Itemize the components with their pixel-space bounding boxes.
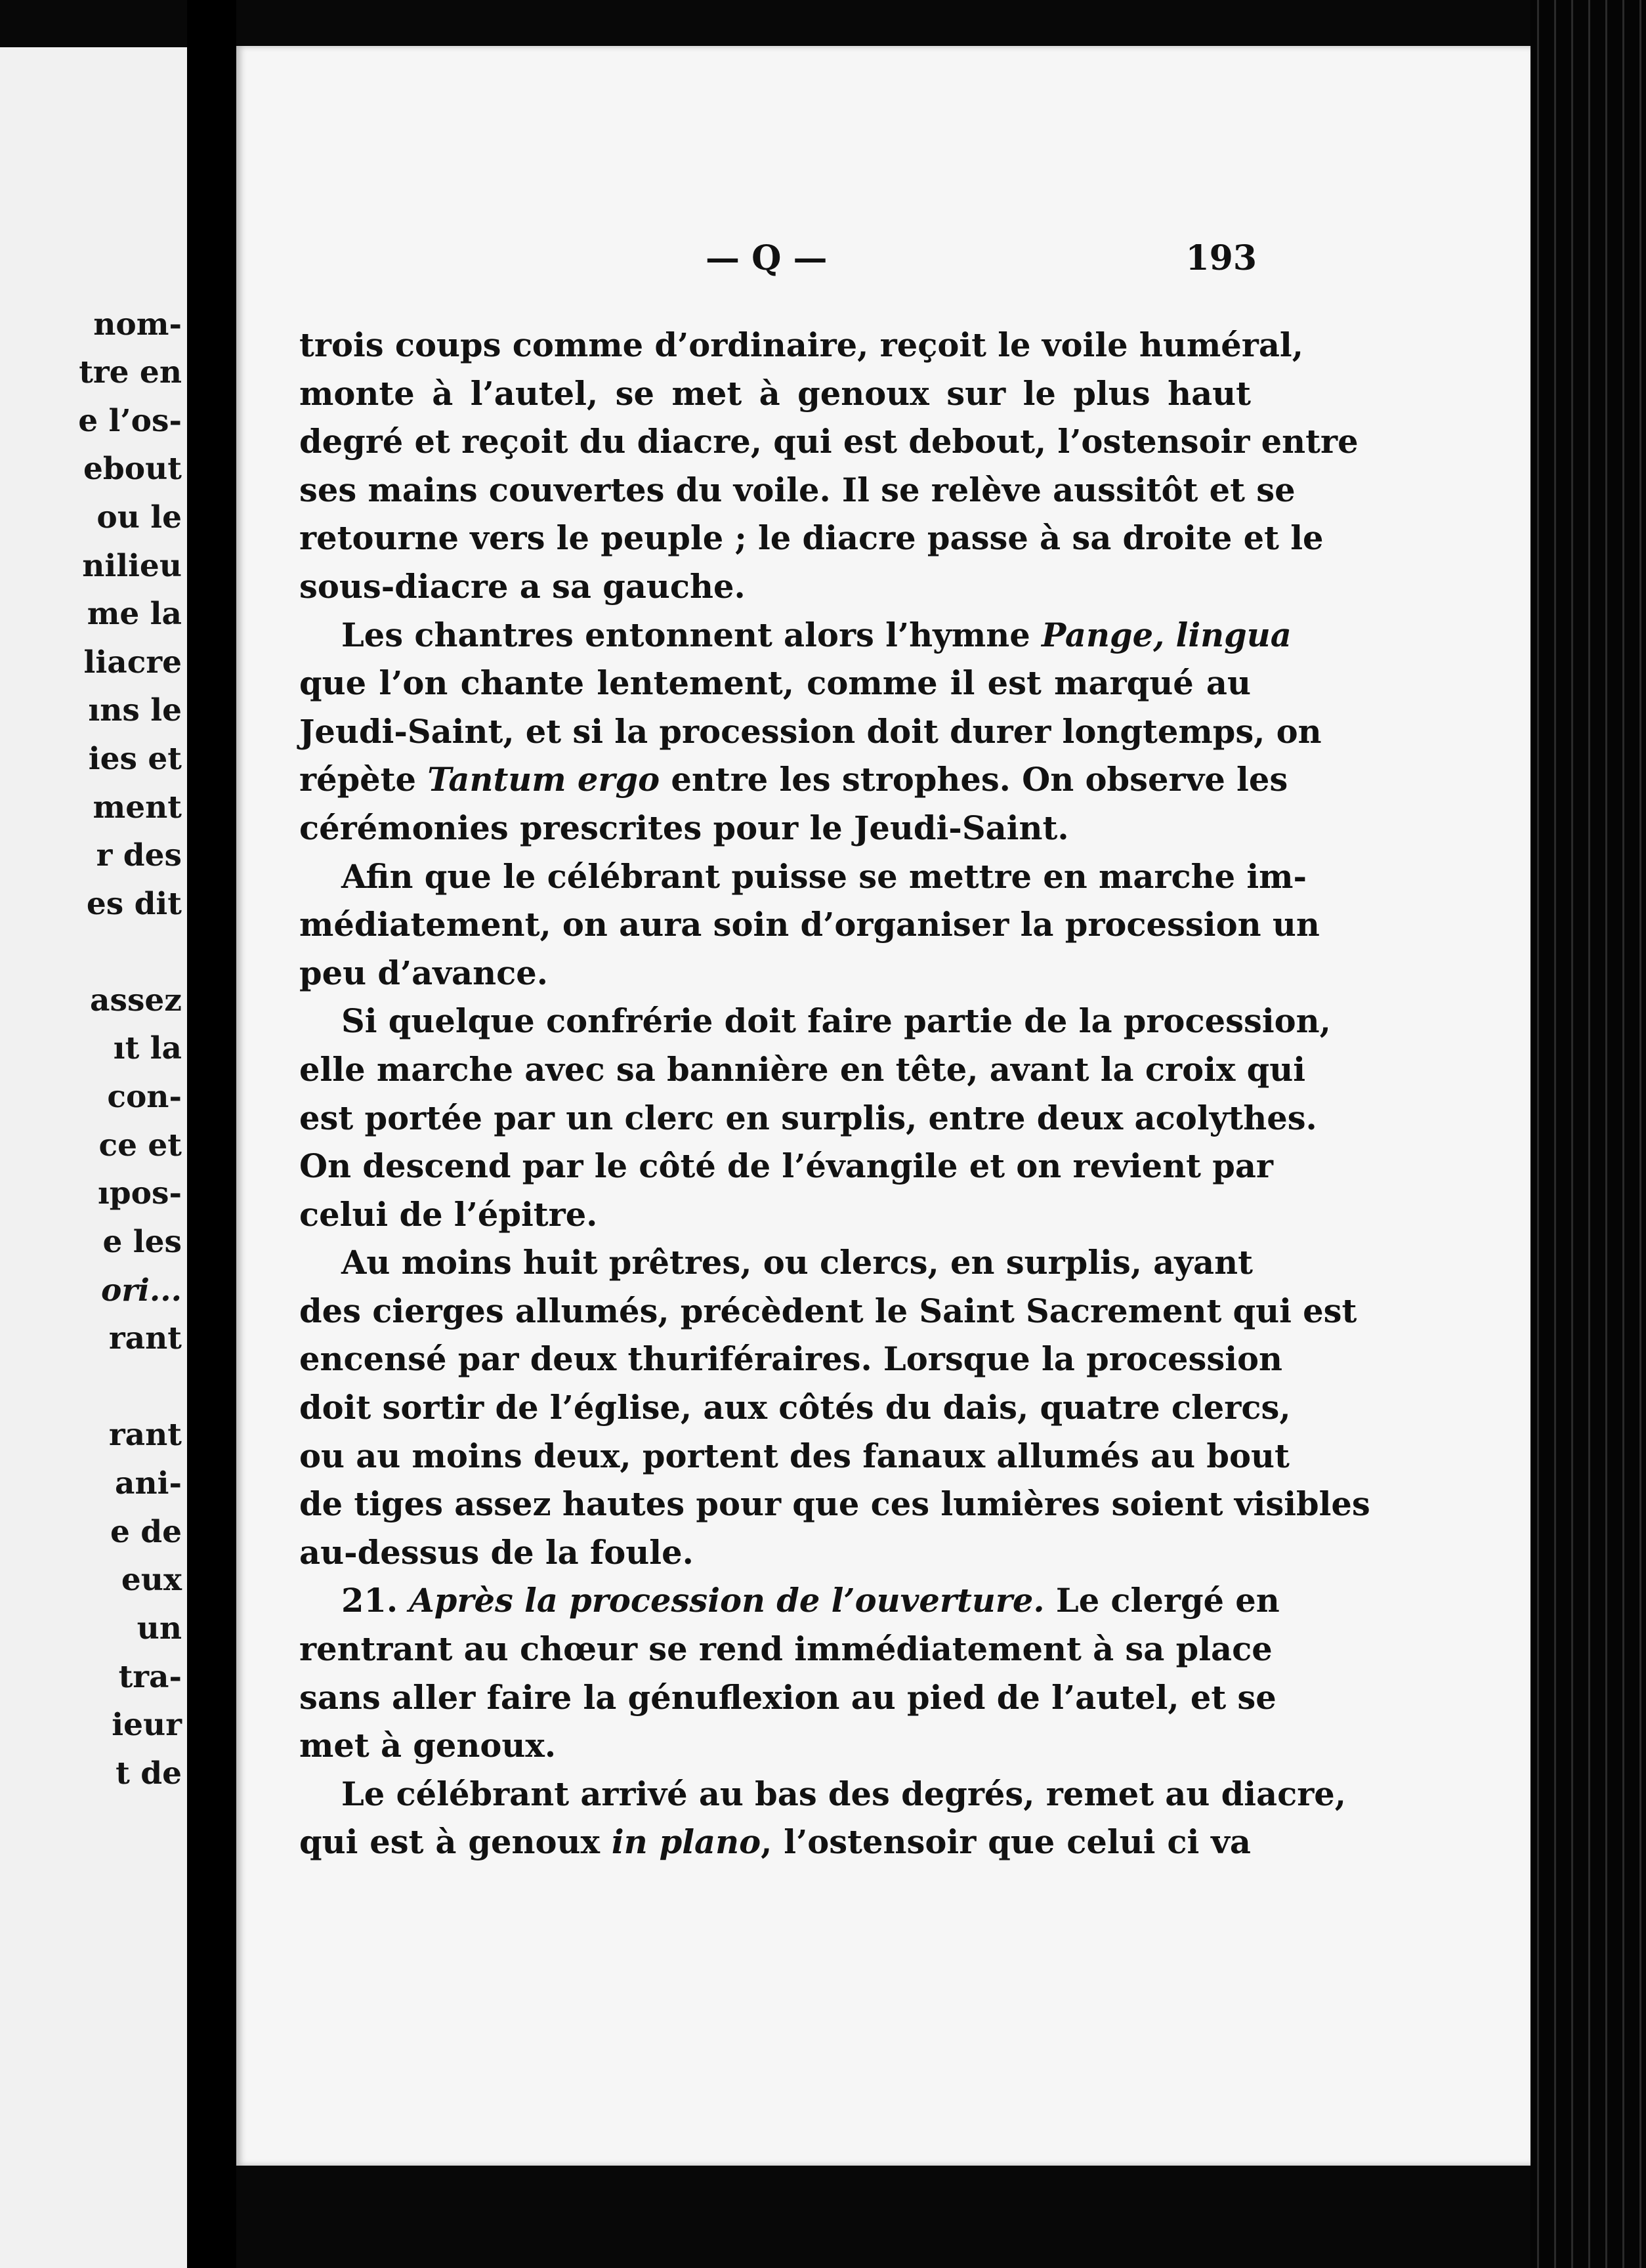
left-page-fragment: es dit [86,886,182,922]
text-run: Le clergé en [1044,1582,1280,1620]
left-page-fragment: ies et [88,741,182,777]
text-line: de tiges assez hautes pour que ces lumières soient visibles [299,1485,1370,1524]
text-line [299,1577,1280,1626]
text-run: 21. [341,1582,410,1620]
left-page-fragment: ieur [112,1707,182,1743]
text-line: encensé par deux thuriféraires. Lorsque la procession [299,1340,1283,1379]
text-line: peu d’avance. [299,954,548,992]
left-page-fragment: ebout [83,451,182,487]
running-header [706,238,1257,284]
text-line [299,756,1288,805]
italic-term: in plano [611,1823,761,1862]
left-page-fragment: ıt la [113,1030,182,1066]
text-line: que l’on chante lentement, comme il est marqué au [299,664,1251,703]
left-page-fragment: ıns le [88,692,182,728]
text-line: Jeudi-Saint, et si la procession doit durer longtemps, on [299,712,1322,751]
left-page-fragment: un [137,1610,182,1647]
text-line: celui de l’épitre. [299,1195,598,1234]
left-page-fragment: liacre [83,644,182,681]
text-line: trois coups comme d’ordinaire, reçoit le voile huméral, [299,326,1303,364]
italic-term: Pange, lingua [1042,616,1292,654]
text-run: qui est à genoux [299,1823,612,1862]
text-line: Si quelque confrérie doit faire partie de la procession, [341,1002,1331,1041]
left-page-fragment: assez [90,982,182,1018]
section-letter: — Q — [706,238,828,278]
left-page-fragment: rant [108,1320,182,1356]
left-page-fragment: nom- [93,306,182,343]
text-line: retourne vers le peuple ; le diacre passe à sa droite et le [299,519,1324,558]
left-page-fragment: ani- [115,1465,182,1502]
text-line: Le célébrant arrivé au bas des degrés, remet au diacre, [341,1774,1347,1813]
italic-term: Après la procession de l’ouverture. [409,1582,1045,1620]
italic-term: Tantum ergo [427,761,660,799]
left-page-fragment: e l’os- [78,403,182,439]
left-page-fragment: nilieu [82,548,182,584]
left-page-fragment: ce et [98,1127,182,1164]
text-line: sans aller faire la génuflexion au pied de l’autel, et se [299,1678,1277,1717]
text-line [299,612,1292,660]
left-page-fragment: ment [93,789,182,826]
text-line: On descend par le côté de l’évangile et on revient par [299,1147,1274,1186]
text-line: cérémonies prescrites pour le Jeudi-Saint. [299,808,1069,847]
text-line: des cierges allumés, précèdent le Saint Sacrement qui est [299,1292,1357,1330]
text-run: répète [299,761,428,799]
text-line: elle marche avec sa bannière en tête, avant la croix qui [299,1050,1306,1089]
page-body-text [299,322,1370,1867]
left-page-fragment: eux [121,1562,182,1598]
left-page-fragment: rant [108,1417,182,1453]
left-page-fragment: r des [96,837,182,873]
book-gutter [187,0,236,2268]
text-line: degré et reçoit du diacre, qui est debout, l’ostensoir entre [299,423,1359,461]
text-run: entre les strophes. On observe les [660,761,1288,799]
text-line: ses mains couvertes du voile. Il se relève aussitôt et se [299,471,1296,509]
text-line: est portée par un clerc en surplis, entre deux acolythes. [299,1099,1317,1137]
left-page-fragment: tre en [79,354,182,390]
text-run: , l’ostensoir que celui ci va [761,1823,1252,1862]
left-page-fragment: tra- [118,1659,182,1695]
left-page-fragment: ori... [100,1272,182,1309]
text-line: sous-diacre a sa gauche. [299,567,746,606]
text-line: monte à l’autel, se met à genoux sur le plus haut [299,374,1251,413]
left-page-fragment: me la [87,596,182,632]
previous-page-edge [0,47,187,2268]
text-line [299,1818,1251,1867]
text-line: au-dessus de la foule. [299,1533,694,1572]
left-page-fragment: e de [110,1514,182,1550]
left-page-fragment: ıpos- [97,1175,182,1211]
text-line: doit sortir de l’église, aux côtés du dais, quatre clercs, [299,1389,1291,1427]
page-number: 193 [1185,238,1257,278]
page-edges [1530,0,1646,2268]
left-page-fragment: t de [116,1755,182,1792]
text-line: rentrant au chœur se rend immédiatement à sa place [299,1630,1273,1669]
text-line: médiatement, on aura soin d’organiser la procession un [299,906,1320,944]
text-line: met à genoux. [299,1727,557,1765]
text-line: Afin que le célébrant puisse se mettre en marche im- [341,857,1307,896]
text-line: Au moins huit prêtres, ou clercs, en surplis, ayant [341,1244,1253,1282]
left-page-fragment: ou le [96,499,182,536]
text-run: Les chantres entonnent alors l’hymne [341,616,1042,654]
text-line: ou au moins deux, portent des fanaux allumés au bout [299,1437,1290,1475]
left-page-fragment: e les [102,1224,182,1260]
left-page-fragment: con- [107,1079,182,1115]
